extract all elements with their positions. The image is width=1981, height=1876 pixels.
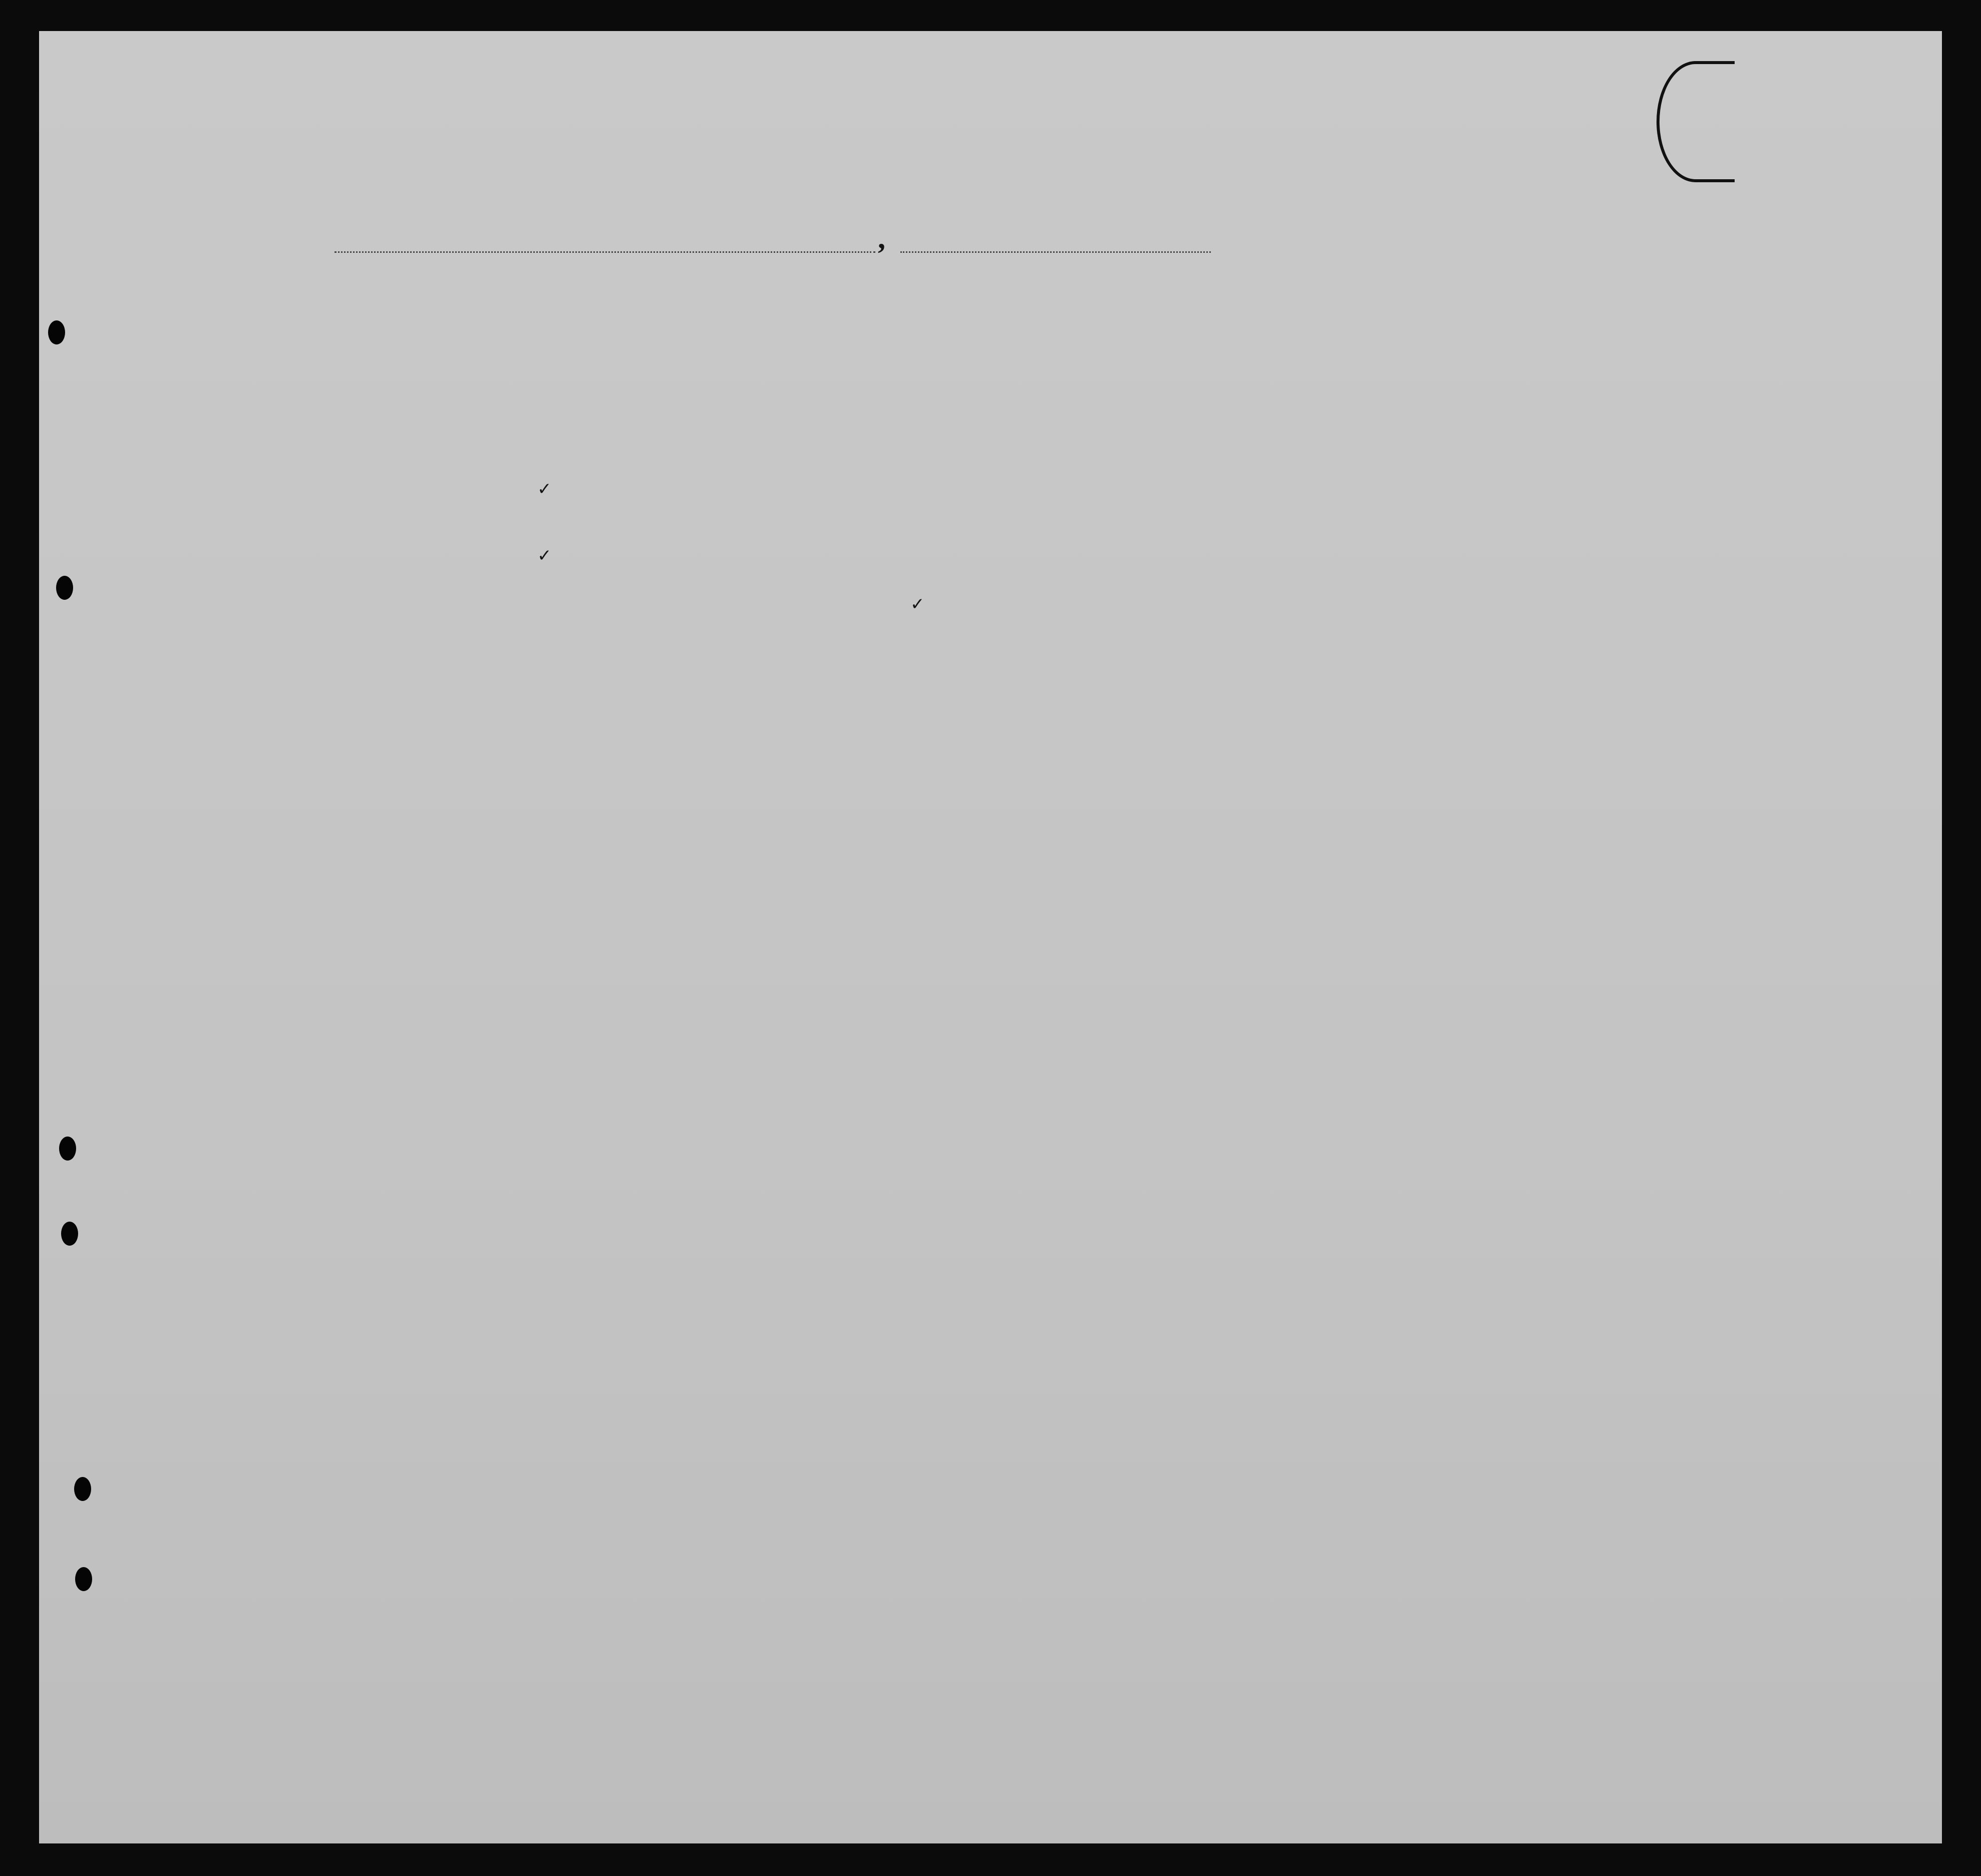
manifest-sheet xyxy=(39,31,1942,1843)
col26-header xyxy=(1341,311,1359,457)
col34-feet xyxy=(1663,402,1683,457)
binder-hole xyxy=(56,576,73,600)
col30-header xyxy=(1491,311,1511,457)
col27-header xyxy=(1367,311,1385,457)
binder-hole xyxy=(48,320,65,344)
col31-header xyxy=(1516,311,1536,457)
form-grid xyxy=(39,31,1942,1843)
col25-header xyxy=(1309,311,1332,457)
date-line xyxy=(900,251,1211,253)
col24-c xyxy=(1272,336,1293,457)
binder-hole xyxy=(74,1477,91,1501)
binder-hole xyxy=(61,1222,78,1246)
col24-a xyxy=(1200,336,1221,457)
col24-b xyxy=(1238,336,1259,457)
col29-header xyxy=(1451,311,1481,457)
binder-hole xyxy=(59,1137,76,1161)
check-mark: ✓ xyxy=(537,479,552,499)
comma: , xyxy=(878,222,885,255)
col34-inches xyxy=(1691,402,1711,457)
col19-header xyxy=(570,309,590,459)
check-mark: ✓ xyxy=(910,594,925,614)
col21-header xyxy=(704,309,724,459)
binder-hole xyxy=(75,1567,92,1591)
col28-header xyxy=(1396,311,1436,457)
check-mark: ✓ xyxy=(537,546,552,566)
list-stamp-circle xyxy=(1657,61,1735,182)
port-line xyxy=(335,251,875,253)
